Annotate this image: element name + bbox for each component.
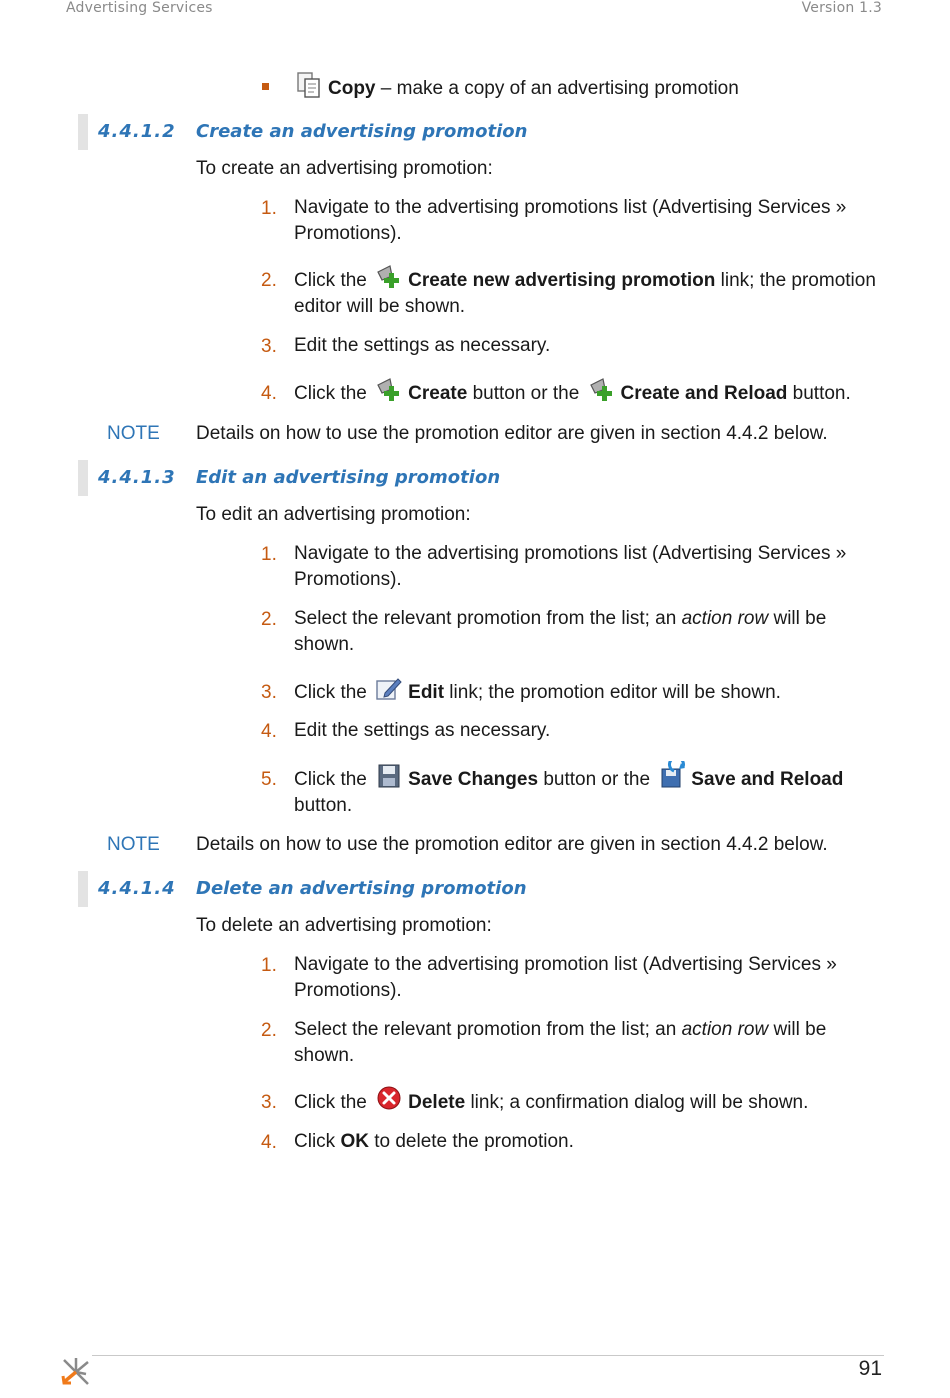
step-text [294,1129,884,1155]
step-text-part: button or the [538,769,651,790]
step-number: 4. [261,383,277,404]
step-text-part: will be shown. [294,608,827,655]
note-text: Details on how to use the promotion editor are given in section 4.4.2 below. [196,834,828,855]
step-text [294,262,884,320]
step-text-part: link; a confirmation dialog will be shown. [465,1092,809,1113]
step-text-part: link; the promotion editor will be shown. [294,270,876,317]
edit-icon [374,674,404,704]
create-icon [374,375,404,405]
step-text-part: Select the relevant promotion from the list; an [294,608,682,629]
step-number: 2. [261,1020,277,1041]
step-number: 4. [261,721,277,742]
step-text: Navigate to the advertising promotions list (Advertising Services » Promotions). [294,197,847,244]
step-text: Navigate to the advertising promotion list (Advertising Services » Promotions). [294,954,837,1001]
section-title: Edit an advertising promotion [196,467,501,488]
note-text: Details on how to use the promotion editor are given in section 4.4.2 below. [196,423,828,444]
section-number: 4.4.1.2 [98,121,176,142]
section-intro: To delete an advertising promotion: [196,915,492,936]
note-label: NOTE [107,423,160,444]
step-text-part: Select the relevant promotion from the list; an [294,1019,682,1040]
delete-icon [374,1084,404,1114]
step-number: 1. [261,955,277,976]
step-number: 2. [261,270,277,291]
step-text-part: button. [294,795,353,816]
step-number: 3. [261,682,277,703]
step-number: 5. [261,769,277,790]
step-number: 1. [261,198,277,219]
copy-item [292,70,739,100]
step-text-bold: Edit [408,682,445,703]
step-number: 2. [261,609,277,630]
step-number: 1. [261,544,277,565]
step-text [294,761,884,819]
step-text-part: Click the [294,383,367,404]
section-number: 4.4.1.3 [98,467,176,488]
section-title: Delete an advertising promotion [196,878,527,899]
step-text-part: Click [294,1131,341,1152]
step-text [294,1084,884,1116]
step-text-part: Click the [294,682,367,703]
step-text-part: to delete the promotion. [368,1131,574,1152]
step-number: 3. [261,1092,277,1113]
step-text: Edit the settings as necessary. [294,335,551,356]
step-number: 4. [261,1132,277,1153]
step-text-part: Click the [294,769,367,790]
step-text [294,674,884,706]
step-text-bold: OK [340,1131,369,1152]
copy-label: Copy [328,78,376,99]
bullet-marker [262,83,269,90]
copy-desc: – make a copy of an advertising promotion [375,78,739,99]
step-text [294,375,884,407]
page-number: 91 [858,1357,882,1380]
step-text-bold: Create [408,383,468,404]
step-text-part: Click the [294,270,367,291]
step-text-part: button. [787,383,851,404]
section-intro: To create an advertising promotion: [196,158,493,179]
step-text: Navigate to the advertising promotions list (Advertising Services » Promotions). [294,543,847,590]
step-text-bold: Create and Reload [620,383,788,404]
step-text-part: Click the [294,1092,367,1113]
create-new-icon [374,262,404,292]
step-text [294,1017,884,1069]
note-label: NOTE [107,834,160,855]
section-intro: To edit an advertising promotion: [196,504,471,525]
section-number: 4.4.1.4 [98,878,176,899]
step-number: 3. [261,336,277,357]
step-text-part: button or the [467,383,580,404]
step-text-italic: action row [681,608,769,629]
create-and-reload-icon [587,375,617,405]
copy-icon [294,70,324,100]
step-text-italic: action row [681,1019,769,1040]
section-bar [78,460,88,496]
footer-rule [92,1355,884,1356]
running-header-left: Advertising Services [66,0,213,16]
step-text-bold: Save and Reload [691,769,844,790]
step-text-part: link; the promotion editor will be shown. [444,682,781,703]
step-text [294,606,884,658]
step-text-bold: Delete [408,1092,466,1113]
section-bar [78,114,88,150]
save-icon [374,761,404,791]
step-text-bold: Create new advertising promotion [408,270,716,291]
save-and-reload-icon [657,761,687,791]
step-text-part: will be shown. [294,1019,827,1066]
step-text-bold: Save Changes [408,769,539,790]
section-title: Create an advertising promotion [196,121,528,142]
running-header-right: Version 1.3 [801,0,882,16]
section-bar [78,871,88,907]
step-text: Edit the settings as necessary. [294,720,551,741]
company-logo-icon [60,1356,92,1388]
